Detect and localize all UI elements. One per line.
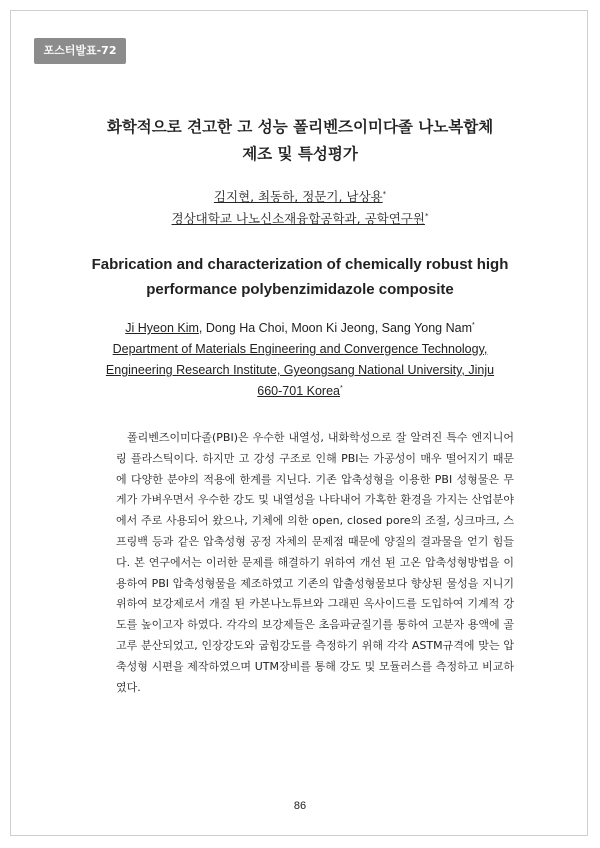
korean-affiliation	[0, 208, 600, 230]
korean-title-line-1: 화학적으로 견고한 고 성능 폴리벤즈이미다졸 나노복합체	[106, 118, 494, 136]
english-author-block	[0, 318, 600, 402]
page-number: 86	[293, 800, 307, 812]
english-title-line-1: Fabrication and characterization of chemically robust high	[91, 256, 509, 273]
english-title-line-2: performance polybenzimidazole composite	[146, 281, 454, 298]
english-author-mark: *	[472, 321, 475, 329]
korean-title	[0, 114, 600, 168]
english-affiliation-line-1: Department of Materials Engineering and Convergence Technology,	[112, 342, 488, 356]
english-affiliation-mark: *	[339, 384, 343, 392]
english-author-rest: , Dong Ha Choi, Moon Ki Jeong, Sang Yong Nam	[198, 321, 472, 335]
korean-author-mark: *	[382, 189, 387, 198]
korean-affiliation-mark: *	[424, 211, 429, 220]
korean-author-names: 김지현, 최동하, 정문기, 남상용	[213, 189, 383, 204]
session-badge: 포스터발표-72	[34, 38, 126, 64]
korean-title-line-2: 제조 및 특성평가	[242, 145, 358, 163]
english-affiliation-line-3	[0, 381, 600, 402]
korean-authors	[0, 186, 600, 208]
abstract	[116, 428, 514, 698]
english-author-first: Ji Hyeon Kim	[125, 321, 199, 335]
english-authors	[0, 318, 600, 339]
korean-affiliation-text: 경상대학교 나노신소재융합공학과, 공학연구원	[171, 211, 425, 226]
english-affiliation-line-2: Engineering Research Institute, Gyeongsang National University, Jinju	[105, 363, 495, 377]
english-title	[0, 252, 600, 302]
abstract-paragraph: 폴리벤즈이미다졸(PBI)은 우수한 내열성, 내화학성으로 잘 알려진 특수 엔지니어링 플라스틱이다. 하지만 고 강성 구조로 인해 PBI는 가공성이 매우 떨어지기 때문에 다양한 분야의 적용에 한계를 지닌다. 기존 압축성형을 이용한 PBI 성형물은 무게가 가벼우면서 우수한 강도 및 내열성을 나타내어 가혹한 환경을 가지는 산업분야에서 주로 사용되어 왔으나, 기체에 의한 open, closed pore의 조절, 싱크마크, 스프링백 등과 같은 압축성형 공정 자체의 문제점 때문에 양질의 결과물을 얻기 힘들다. 본 연구에서는 이러한 문제를 해결하기 위하여 개선 된 고온 압축성형방법을 이용하여 PBI 압축성형물을 제조하였고 기존의 압출성형물보다 향상된 물성을 지니기 위하여 보강제로서 개질 된 카본나노튜브와 그래핀 옥사이드를 도입하여 기계적 강도를 높이고자 하였다. 각각의 보강제들은 초음파균질기를 통하여 고분자 용액에 골고루 분산되었고, 인장강도와 굽힘강도를 측정하기 위해 각각 ASTM규격에 맞는 압축성형 시편을 제작하였으며 UTM장비를 통해 강도 및 모듈러스를 측정하고 비교하였다.	[116, 431, 514, 694]
english-affiliation-city: 660-701 Korea	[257, 384, 340, 398]
korean-author-block	[0, 186, 600, 230]
